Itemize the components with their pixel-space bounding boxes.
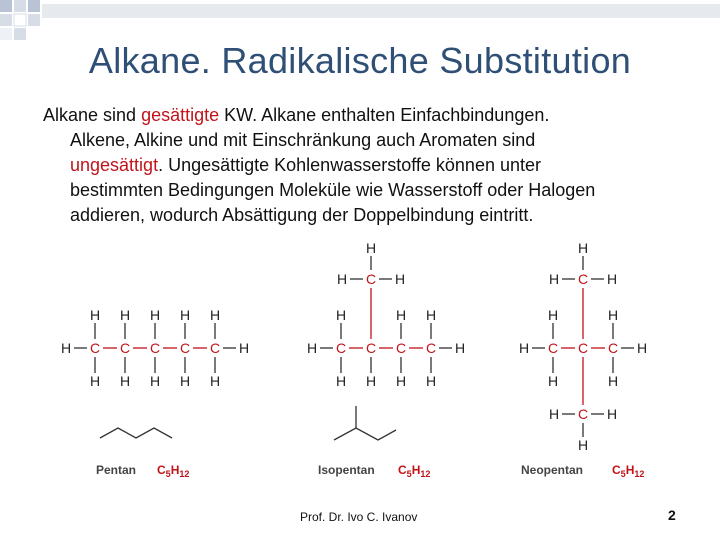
slide-title: Alkane. Radikalische Substitution xyxy=(88,40,632,81)
hydrogen-atom: H xyxy=(336,271,348,287)
hydrogen-atom: H xyxy=(365,373,377,389)
hydrogen-atom: H xyxy=(89,307,101,323)
text-segment: Alkane sind xyxy=(43,105,142,125)
hydrogen-atom: H xyxy=(238,340,250,356)
text-line-2: Alkene, Alkine und mit Einschränkung auch Aromaten sind xyxy=(70,130,536,150)
hydrogen-atom: H xyxy=(394,271,406,287)
hydrogen-atom: H xyxy=(306,340,318,356)
formula-c-sub: 5 xyxy=(406,469,412,479)
hydrogen-atom: H xyxy=(149,373,161,389)
formula-h: H xyxy=(625,463,635,477)
hydrogen-atom: H xyxy=(179,373,191,389)
hydrogen-atom: H xyxy=(209,373,221,389)
pentan-label: Pentan xyxy=(96,463,137,477)
formula-h-sub: 12 xyxy=(420,469,431,479)
hydrogen-atom: H xyxy=(547,373,559,389)
hydrogen-atom: H xyxy=(454,340,466,356)
text-line-5: addieren, wodurch Absättigung der Doppelbindung eintritt. xyxy=(70,205,534,225)
footer-author: Prof. Dr. Ivo C. Ivanov xyxy=(300,510,418,524)
carbon-atom: C xyxy=(577,271,589,287)
page-number: 2 xyxy=(668,507,676,523)
text-line-4: bestimmten Bedingungen Moleküle wie Wasserstoff oder Halogen xyxy=(70,180,596,200)
hydrogen-atom: H xyxy=(548,271,560,287)
pentan-formula xyxy=(157,463,189,479)
hydrogen-atom: H xyxy=(606,271,618,287)
hydrogen-atom: H xyxy=(209,307,221,323)
carbon-atom: C xyxy=(547,340,559,356)
isopentan-label: Isopentan xyxy=(318,463,375,477)
hydrogen-atom: H xyxy=(577,437,589,453)
hydrogen-atom: H xyxy=(119,307,131,323)
structural-formulas xyxy=(61,240,647,453)
carbon-atom: C xyxy=(425,340,437,356)
hydrogen-atom: H xyxy=(518,340,530,356)
hydrogen-atom: H xyxy=(548,406,560,422)
formula-h-sub: 12 xyxy=(634,469,645,479)
formula-c: C xyxy=(398,463,407,477)
hydrogen-atom: H xyxy=(365,240,377,256)
hydrogen-atom: H xyxy=(149,307,161,323)
hydrogen-atom: H xyxy=(395,373,407,389)
hydrogen-atom: H xyxy=(606,406,618,422)
carbon-atom: C xyxy=(179,340,191,356)
hydrogen-atom: H xyxy=(425,373,437,389)
hydrogen-atom: H xyxy=(60,340,72,356)
hydrogen-atom: H xyxy=(89,373,101,389)
hydrogen-atom: H xyxy=(607,307,619,323)
formula-c-sub: 5 xyxy=(620,469,626,479)
carbon-atom: C xyxy=(607,340,619,356)
text-segment: . Ungesättigte Kohlenwasserstoffe können unter xyxy=(158,155,541,175)
formula-c-sub: 5 xyxy=(165,469,171,479)
hydrogen-atom: H xyxy=(636,340,648,356)
formula-c: C xyxy=(157,463,166,477)
formula-h: H xyxy=(411,463,421,477)
hydrogen-atom: H xyxy=(335,373,347,389)
hydrogen-atom: H xyxy=(119,373,131,389)
hydrogen-atom: H xyxy=(395,307,407,323)
carbon-atom: C xyxy=(149,340,161,356)
carbon-atom: C xyxy=(577,340,589,356)
carbon-atom: C xyxy=(365,340,377,356)
carbon-atom: C xyxy=(365,271,377,287)
isopentan-formula xyxy=(398,463,430,479)
hydrogen-atom: H xyxy=(607,373,619,389)
highlight-ungesaettigt: ungesättigt xyxy=(70,155,159,175)
hydrogen-atom: H xyxy=(335,307,347,323)
hydrogen-atom: H xyxy=(577,240,589,256)
hydrogen-atom: H xyxy=(547,307,559,323)
carbon-atom: C xyxy=(209,340,221,356)
pentan-skeletal xyxy=(100,428,172,438)
carbon-atom: C xyxy=(119,340,131,356)
formula-c: C xyxy=(612,463,621,477)
neopentan-formula xyxy=(612,463,644,479)
isopentan-skeletal xyxy=(334,428,396,440)
formula-h: H xyxy=(170,463,180,477)
hydrogen-atom: H xyxy=(179,307,191,323)
carbon-atom: C xyxy=(395,340,407,356)
text-segment: KW. Alkane enthalten Einfachbindungen. xyxy=(219,105,550,125)
neopentan-label: Neopentan xyxy=(521,463,584,477)
hydrogen-atom: H xyxy=(425,307,437,323)
formula-h-sub: 12 xyxy=(179,469,190,479)
highlight-gesaettigte: gesättigte xyxy=(141,105,220,125)
carbon-atom: C xyxy=(335,340,347,356)
carbon-atom: C xyxy=(577,406,589,422)
carbon-atom: C xyxy=(89,340,101,356)
